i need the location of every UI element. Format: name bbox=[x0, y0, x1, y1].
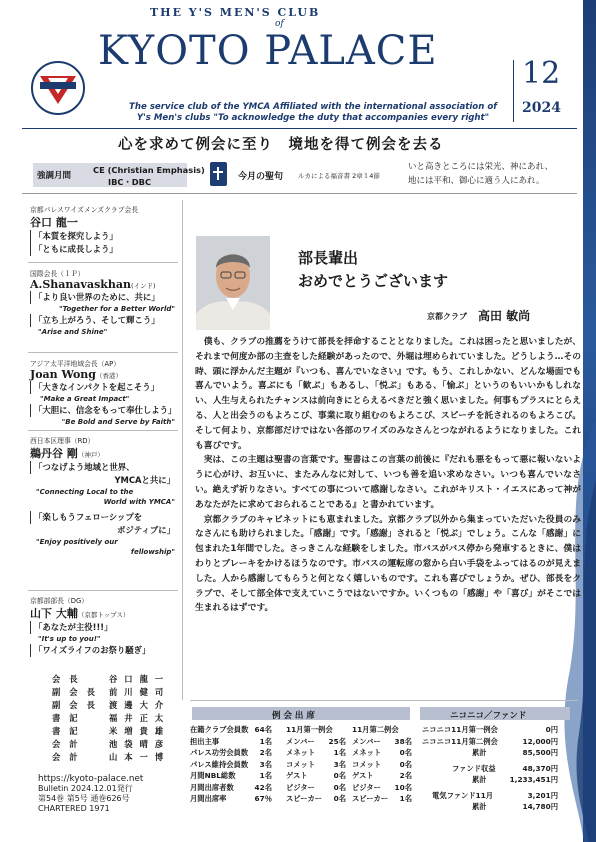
fund-row bbox=[422, 736, 558, 748]
officer-name: 山本一博 bbox=[109, 752, 171, 762]
volume-number: 第54巻 第5号 通巻626号 bbox=[38, 794, 130, 803]
rd-theme-jp-1a: 「つなげよう地域と世界、 bbox=[30, 461, 175, 474]
stat-label: 担出主事 bbox=[190, 736, 220, 746]
fund-label: ニコニコ11月第二例会 bbox=[422, 736, 498, 746]
fund-value: 0円 bbox=[545, 725, 558, 734]
officer-row bbox=[52, 712, 172, 725]
intl-theme-jp-1: 「より良い世界のために、共に」 bbox=[30, 291, 175, 304]
fund-label: ファンド収益 bbox=[452, 763, 496, 773]
stat-label: メネット bbox=[352, 748, 382, 757]
fund-row bbox=[422, 763, 558, 775]
article-title-2: おめでとうございます bbox=[298, 272, 449, 290]
officer-role: 書記 bbox=[52, 713, 87, 723]
stat-row bbox=[190, 759, 272, 771]
meeting-1-head: 11月第一例会 bbox=[286, 725, 333, 734]
rd-theme-jp-2b: ポジティブに」 bbox=[117, 525, 175, 535]
intl-president-country: (インド) bbox=[131, 282, 156, 290]
intl-president-name: A.Shanavaskhan bbox=[30, 278, 132, 291]
officer-name: 前川健司 bbox=[109, 687, 171, 697]
fund-label: 電気ファンド11月 bbox=[432, 790, 494, 800]
website-link[interactable]: https://kyoto-palace.net bbox=[38, 774, 144, 784]
stat-value: 0名 bbox=[399, 759, 412, 769]
article-paragraph: 僕も、クラブの推薦をうけて部長を拝命することとなりました。これは困ったと思いましたが、それまで何度か部の主査をした経験があったので、外堀は埋められていました。どうしよう…その時、頭に浮かんだ主題が『いつも、喜んでいなさい』です。もう、これしかない、どんな場面でも喜んでいよう。喜ぶにも「歓ぶ」もあるし、「悦ぶ」もある、「愉ぶ」というのもいいかもしれない、人生与えられたチャンスは前向きにとらえるべきだと強く思いました。何事もプラスにとらえる、人と出会うのもよろこび、事業に取り組むのもよろこび、スピーチを託されるのもよろこび。そして何より、京都部だけではない各部のワイズのみなさんとつながれるようになりました。これも喜びです。 bbox=[195, 337, 581, 451]
intl-president-block bbox=[30, 268, 175, 337]
intl-president-label: 国際会長（ＩＰ） bbox=[30, 270, 85, 278]
ap-president-label: アジア太平洋地域会長（AP） bbox=[30, 360, 121, 368]
article-body bbox=[195, 335, 581, 616]
stat-row bbox=[352, 770, 412, 782]
contact-block bbox=[38, 774, 143, 814]
fund-row bbox=[422, 774, 558, 786]
fund-label: ニコニコ11月第一例会 bbox=[422, 725, 498, 734]
stat-row bbox=[190, 724, 272, 736]
stat-value: 0名 bbox=[333, 782, 346, 792]
ap-president-name: Joan Wong bbox=[30, 368, 96, 381]
newsletter-title: KYOTO PALACE bbox=[98, 28, 438, 74]
stat-row bbox=[286, 747, 346, 759]
stat-label: ビジター bbox=[286, 782, 315, 792]
attendance-meeting-2 bbox=[352, 724, 412, 805]
dg-theme-jp-2: 「ワイズライフのお祭り騒ぎ」 bbox=[30, 644, 175, 657]
stat-row bbox=[352, 747, 412, 759]
ap-theme-en-1: "Make a Great Impact" bbox=[40, 395, 130, 403]
focus-month-label: 強調月間 bbox=[37, 171, 72, 181]
fund-row bbox=[422, 801, 558, 813]
dg-club: （京都トップス） bbox=[77, 611, 130, 619]
officer-name: 福井正太 bbox=[109, 713, 171, 723]
verse-line-2: 地には平和、御心に適う人にあれ。 bbox=[408, 176, 545, 186]
verse-text bbox=[408, 160, 578, 188]
stat-label: コメット bbox=[286, 759, 316, 769]
ap-president-region: （香港） bbox=[95, 372, 122, 380]
dg-theme-en-1: "It's up to you!" bbox=[38, 635, 101, 643]
officer-name: 米増貴雄 bbox=[109, 726, 171, 736]
dg-name: 山下 大輔 bbox=[30, 607, 78, 620]
stats-divider bbox=[190, 700, 578, 701]
verse-line-1: いと高きところには栄光、神にあれ、 bbox=[408, 162, 554, 172]
stat-row bbox=[286, 782, 346, 794]
rd-theme-en-1b: World with YMCA" bbox=[103, 498, 175, 506]
fund-table bbox=[422, 724, 558, 813]
stat-label: パレス維持会員数 bbox=[190, 759, 249, 769]
club-name-small: THE Y'S MEN'S CLUB bbox=[150, 6, 321, 19]
officer-role: 副会長 bbox=[52, 700, 104, 710]
stat-row bbox=[352, 759, 412, 771]
focus-month-value-1: CE (Christian Emphasis) bbox=[93, 165, 205, 175]
fund-title: ニコニコ／ファンド bbox=[450, 711, 527, 721]
bulletin-date: Bulletin 2024.12.01発行 bbox=[38, 784, 133, 793]
fund-value: 14,780円 bbox=[522, 802, 558, 811]
dg-theme-jp-1: 「あなたが主役!!!」 bbox=[30, 621, 175, 634]
verse-title: 今月の聖句 bbox=[238, 172, 284, 182]
club-motto: 心を求めて例会に至り 境地を得て例会を去る bbox=[118, 136, 444, 153]
stat-value: 64名 bbox=[254, 725, 272, 734]
portrait-image bbox=[196, 236, 270, 330]
left-separator bbox=[28, 262, 178, 263]
officer-role: 会計 bbox=[52, 752, 87, 762]
stat-value: 42名 bbox=[254, 782, 272, 792]
stat-value: 1名 bbox=[259, 771, 272, 780]
rd-theme-jp-1b: YMCAと共に」 bbox=[114, 475, 175, 485]
officer-role: 会長 bbox=[52, 674, 87, 684]
stat-label: メンバー bbox=[352, 736, 381, 746]
intl-theme-jp-2: 「立ち上がろう、そして輝こう」 bbox=[30, 314, 175, 327]
stat-value: 0名 bbox=[333, 771, 346, 780]
fund-label: 累計 bbox=[472, 748, 487, 757]
fund-row bbox=[422, 724, 558, 736]
stat-value: 25名 bbox=[328, 736, 346, 746]
fund-value: 12,000円 bbox=[522, 736, 558, 746]
fund-value: 3,201円 bbox=[527, 790, 558, 800]
stat-value: 10名 bbox=[394, 782, 412, 792]
stat-row bbox=[286, 793, 346, 805]
stat-value: 38名 bbox=[394, 736, 412, 746]
rd-theme-jp-2a: 「楽しもうフェローシップを bbox=[30, 511, 175, 524]
officer-row bbox=[52, 699, 172, 712]
stat-label: 在籍クラブ会員数 bbox=[190, 725, 249, 734]
article-author: 高田 敏尚 bbox=[478, 309, 531, 323]
left-separator bbox=[28, 352, 178, 353]
stat-row bbox=[286, 736, 346, 748]
ap-president-block bbox=[30, 358, 175, 427]
stat-value: 1名 bbox=[259, 736, 272, 746]
stat-value: 1名 bbox=[399, 794, 412, 803]
intl-theme-en-2: "Arise and Shine" bbox=[38, 328, 108, 336]
officer-name: 池袋晴彦 bbox=[109, 739, 171, 749]
stat-label: メネット bbox=[286, 748, 316, 757]
stat-row bbox=[286, 770, 346, 782]
fund-row bbox=[422, 790, 558, 802]
officer-row bbox=[52, 751, 172, 764]
issue-year: 2024 bbox=[522, 100, 561, 116]
stat-label: パレス功労会員数 bbox=[190, 748, 249, 757]
stat-value: 2名 bbox=[399, 771, 412, 780]
stat-label: スピーカー bbox=[286, 794, 323, 803]
ap-theme-jp-1: 「大きなインパクトを起こそう」 bbox=[30, 381, 175, 394]
officer-row bbox=[52, 686, 172, 699]
stat-row bbox=[190, 782, 272, 794]
club-name-of: of bbox=[275, 19, 284, 29]
stat-label: 月間出席率 bbox=[190, 794, 227, 803]
officer-row bbox=[52, 673, 172, 686]
stat-value: 2名 bbox=[259, 748, 272, 757]
stat-label: メンバー bbox=[286, 736, 315, 746]
rd-theme-en-2a: "Enjoy positively our bbox=[36, 538, 118, 546]
tagline-line-2: Y's Men's clubs "To acknowledge the duty that accompanies every right" bbox=[136, 113, 490, 123]
rd-block bbox=[30, 435, 175, 557]
focus-month-value-2: IBC・DBC bbox=[108, 177, 152, 187]
rd-name: 鵜丹谷 剛 bbox=[30, 447, 78, 460]
bible-cross-icon-bar bbox=[213, 171, 223, 173]
president-theme-2: 「ともに成長しよう」 bbox=[30, 243, 175, 256]
officer-role: 副会長 bbox=[52, 687, 104, 697]
issue-month: 12 bbox=[522, 56, 561, 91]
fund-label: 累計 bbox=[472, 802, 487, 811]
ymca-logo-icon bbox=[30, 60, 86, 116]
stat-value: 3名 bbox=[333, 759, 346, 769]
header-divider bbox=[22, 128, 577, 129]
verse-reference: ルカによる福音書 2章１4節 bbox=[298, 172, 380, 180]
intl-theme-en-1: "Together for a Better World" bbox=[58, 305, 175, 313]
ap-theme-jp-2: 「大胆に、信念をもって奉仕しよう」 bbox=[30, 404, 175, 417]
article-paragraph: 京都クラブのキャビネットにも恵まれました。京都クラブ以外から集まっていただいた役員のみなさんにも助けられました。「感謝」です。「感謝」されると「悦ぶ」でしょう。こんな「感謝」に包まれた1年間でした。さっきこんな経験をしました。市バスがバス停から発車するときに、僕はわりとブレーキをかけるほうなのです。市バスの運転席の窓から白い手袋をふってはるのが見えました。人から感謝してもらうと何となく嬉しいものです。これも喜びでしょうか。ぜひ、部長をクラブで、そして部全体で支えていこうではないですか。いくつもの「感謝」や「喜び」がそこでは生まれるはずです。 bbox=[195, 514, 581, 614]
tagline-line-1: The service club of the YMCA Affiliated with the international association of bbox=[129, 102, 497, 112]
stat-label: 月間NBL総数 bbox=[190, 771, 236, 780]
bible-cross-icon bbox=[217, 167, 219, 180]
tagline bbox=[118, 102, 508, 124]
stat-value: 1名 bbox=[333, 748, 346, 757]
stat-value: 3名 bbox=[259, 759, 272, 769]
rd-label: 西日本区理事（RD） bbox=[30, 437, 95, 445]
stat-row bbox=[190, 736, 272, 748]
stat-row bbox=[352, 736, 412, 748]
article-paragraph: 実は、この主題は聖書の言葉です。聖書はこの言葉の前後に『だれも悪をもって悪に報いないように心がけ、お互いに、またみんなに対して、いつも善を追い求めなさい。いつも喜んでいなさい。絶えず祈りなさい。すべての事について感謝しなさい。これがキリスト・イエスにあって神があなたがたに求めておられることである』と書かれています。 bbox=[195, 455, 581, 510]
president-label: 京都パレスワイズメンズクラブ会長 bbox=[30, 206, 139, 214]
rd-theme-en-1a: "Connecting Local to the bbox=[36, 488, 134, 496]
left-separator bbox=[28, 590, 178, 591]
stat-row bbox=[352, 793, 412, 805]
stat-value: 0名 bbox=[333, 794, 346, 803]
meeting-2-head: 11月第二例会 bbox=[352, 725, 399, 734]
attendance-totals bbox=[190, 724, 272, 805]
stat-value: 67％ bbox=[254, 794, 272, 803]
dg-block bbox=[30, 595, 175, 657]
stat-row bbox=[190, 793, 272, 805]
article-title-1: 部長輩出 bbox=[298, 249, 359, 267]
stat-label: ゲスト bbox=[286, 771, 308, 780]
president-theme-1: 「本質を探究しよう」 bbox=[30, 230, 175, 243]
fund-value: 48,370円 bbox=[522, 763, 558, 773]
author-photo bbox=[196, 236, 270, 330]
stat-label: 月間出席者数 bbox=[190, 782, 234, 792]
officer-role: 書記 bbox=[52, 726, 87, 736]
rd-city: （神戸） bbox=[77, 451, 104, 459]
fund-row bbox=[422, 747, 558, 759]
stat-label: ビジター bbox=[352, 782, 381, 792]
fund-value: 1,233,451円 bbox=[509, 775, 558, 784]
fund-value: 85,500円 bbox=[522, 748, 558, 757]
stat-label: スピーカー bbox=[352, 794, 389, 803]
chartered-year: CHARTERED 1971 bbox=[38, 804, 110, 813]
stat-row bbox=[190, 747, 272, 759]
ap-theme-en-2: "Be Bold and Serve by Faith" bbox=[61, 418, 175, 426]
stat-label: ゲスト bbox=[352, 771, 374, 780]
fund-label: 累計 bbox=[472, 775, 487, 784]
stat-row bbox=[286, 759, 346, 771]
officer-name: 渡邊大介 bbox=[109, 700, 171, 710]
president-block bbox=[30, 204, 175, 256]
officer-role: 会計 bbox=[52, 739, 87, 749]
officer-row bbox=[52, 738, 172, 751]
president-name: 谷口 龍一 bbox=[30, 216, 78, 229]
left-separator bbox=[28, 430, 178, 431]
stat-value: 0名 bbox=[399, 748, 412, 757]
rd-theme-en-2b: fellowship" bbox=[130, 548, 175, 556]
dg-label: 京都部部長（DG） bbox=[30, 597, 89, 605]
article-author-club: 京都クラブ bbox=[427, 312, 467, 321]
stat-row bbox=[352, 782, 412, 794]
officer-name: 谷口龍一 bbox=[109, 674, 171, 684]
info-divider bbox=[22, 193, 577, 194]
column-rule bbox=[182, 200, 183, 700]
stat-row bbox=[190, 770, 272, 782]
stat-label: コメット bbox=[352, 759, 382, 769]
attendance-meeting-1 bbox=[286, 724, 346, 805]
attendance-title: 例 会 出 席 bbox=[272, 711, 315, 721]
officer-row bbox=[52, 725, 172, 738]
